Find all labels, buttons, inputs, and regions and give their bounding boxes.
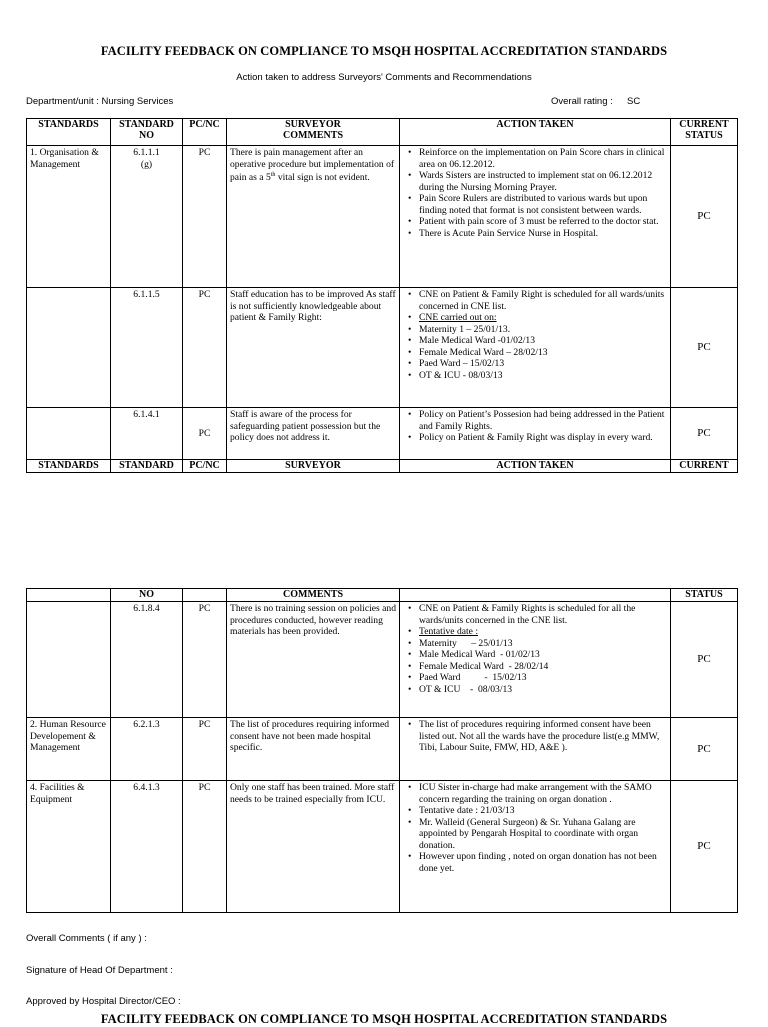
- action-item: • OT & ICU - 08/03/13: [419, 370, 667, 382]
- action-cell: [400, 408, 671, 460]
- header-standard: STANDARD: [111, 460, 183, 473]
- comment-cell: The list of procedures requiring informed consent have not been made hospital specific.: [227, 718, 400, 781]
- overall-rating-label: Overall rating :: [551, 96, 613, 107]
- action-cell: [400, 718, 671, 781]
- header-status: STATUS: [671, 589, 738, 602]
- compliance-table-2: [26, 588, 738, 913]
- overall-rating-value: SC: [627, 96, 641, 107]
- header-pcnc: PC/NC: [183, 119, 227, 146]
- header-action-taken: ACTION TAKEN: [400, 119, 671, 146]
- header-surveyor-comments: SURVEYOR COMMENTS: [227, 119, 400, 146]
- header-comments: COMMENTS: [227, 589, 400, 602]
- action-item: • CNE on Patient & Family Right is scheduled for all wards/units concerned in CNE list.: [419, 289, 667, 312]
- comment-cell: Only one staff has been trained. More staff needs to be trained especially from ICU.: [227, 781, 400, 913]
- pcnc-cell: PC: [183, 718, 227, 781]
- standard-no-cell: 6.1.1.1 (g): [111, 146, 183, 288]
- approved-label: Approved by Hospital Director/CEO :: [26, 996, 181, 1007]
- document-title-repeat: FACILITY FEEDBACK ON COMPLIANCE TO MSQH HOSPITAL ACCREDITATION STANDARDS: [100, 1012, 668, 1026]
- table-row: [27, 408, 738, 460]
- comment-cell: Staff education has to be improved As staff is not sufficiently knowledgeable about patient & Family Right:: [227, 288, 400, 408]
- action-item: • There is Acute Pain Service Nurse in Hospital.: [419, 228, 667, 240]
- status-cell: PC: [671, 288, 738, 408]
- action-item: • CNE on Patient & Family Rights is scheduled for all the wards/units concerned in the CNE list.: [419, 603, 667, 626]
- standard-cell: [27, 408, 111, 460]
- table-row: [27, 146, 738, 288]
- header-current-status: CURRENT STATUS: [671, 119, 738, 146]
- compliance-table-1: [26, 118, 738, 473]
- action-cell: [400, 288, 671, 408]
- header-surveyor: SURVEYOR: [227, 460, 400, 473]
- status-cell: PC: [671, 781, 738, 913]
- standard-no-cell: 6.4.1.3: [111, 781, 183, 913]
- action-item: • Wards Sisters are instructed to implement stat on 06.12.2012 during the Nursing Morning Prayer.: [419, 170, 667, 193]
- table-header-row-continued: [27, 589, 738, 602]
- standard-cell: [27, 288, 111, 408]
- action-item: • Tentative date :: [419, 626, 667, 638]
- action-item: • Male Medical Ward - 01/02/13: [419, 649, 667, 661]
- table-row: [27, 781, 738, 913]
- table-row: [27, 288, 738, 408]
- header-standards: STANDARDS: [27, 119, 111, 146]
- pcnc-cell: PC: [183, 408, 227, 460]
- document-subtitle: Action taken to address Surveyors' Comments and Recommendations: [236, 72, 532, 83]
- action-item: • Patient with pain score of 3 must be referred to the doctor stat.: [419, 216, 667, 228]
- action-item: • Maternity 1 – 25/01/13.: [419, 324, 667, 336]
- signature-label: Signature of Head Of Department :: [26, 965, 173, 976]
- overall-comments-label: Overall Comments ( if any ) :: [26, 933, 147, 944]
- status-cell: PC: [671, 602, 738, 718]
- header-blank: [400, 589, 671, 602]
- action-item: • Female Medical Ward - 28/02/14: [419, 661, 667, 673]
- pcnc-cell: PC: [183, 146, 227, 288]
- action-item: • Paed Ward – 15/02/13: [419, 358, 667, 370]
- header-no: NO: [111, 589, 183, 602]
- table-row: [27, 602, 738, 718]
- action-item: • OT & ICU - 08/03/13: [419, 684, 667, 696]
- header-blank: [183, 589, 227, 602]
- header-pcnc: PC/NC: [183, 460, 227, 473]
- pcnc-cell: PC: [183, 602, 227, 718]
- standard-cell: 4. Facilities & Equipment: [27, 781, 111, 913]
- header-standards: STANDARDS: [27, 460, 111, 473]
- pcnc-cell: PC: [183, 288, 227, 408]
- table-header-row: [27, 119, 738, 146]
- header-current: CURRENT: [671, 460, 738, 473]
- standard-no-cell: 6.1.4.1: [111, 408, 183, 460]
- header-action-taken: ACTION TAKEN: [400, 460, 671, 473]
- department-label: Department/unit : Nursing Services: [26, 96, 174, 107]
- header-standard-no: STANDARD NO: [111, 119, 183, 146]
- action-item: • Policy on Patient & Family Right was display in every ward.: [419, 432, 667, 444]
- action-item: • CNE carried out on:: [419, 312, 667, 324]
- standard-cell: [27, 602, 111, 718]
- standard-no-cell: 6.1.8.4: [111, 602, 183, 718]
- document-title: FACILITY FEEDBACK ON COMPLIANCE TO MSQH HOSPITAL ACCREDITATION STANDARDS: [100, 44, 668, 58]
- standard-cell: 1. Organisation & Management: [27, 146, 111, 288]
- action-item: • Policy on Patient’s Possesion had being addressed in the Patient and Family Rights.: [419, 409, 667, 432]
- action-cell: [400, 602, 671, 718]
- action-item: • Male Medical Ward -01/02/13: [419, 335, 667, 347]
- standard-no-cell: 6.1.1.5: [111, 288, 183, 408]
- action-cell: [400, 781, 671, 913]
- comment-cell: There is no training session on policies and procedures conducted, however reading materials has been provided.: [227, 602, 400, 718]
- action-item: • Paed Ward - 15/02/13: [419, 672, 667, 684]
- action-item: • Mr. Walleid (General Surgeon) & Sr. Yuhana Galang are appointed by Pengarah Hospital to coordinate with organ donation.: [419, 817, 667, 852]
- standard-cell: 2. Human Resource Developement & Management: [27, 718, 111, 781]
- action-item: • ICU Sister in-charge had make arrangement with the SAMO concern regarding the training on organ donation .: [419, 782, 667, 805]
- standard-no-cell: 6.2.1.3: [111, 718, 183, 781]
- action-cell: [400, 146, 671, 288]
- action-item: • Maternity – 25/01/13: [419, 638, 667, 650]
- comment-cell: Staff is aware of the process for safeguarding patient possession but the policy does not address it.: [227, 408, 400, 460]
- header-blank: [27, 589, 111, 602]
- action-item: • Reinforce on the implementation on Pain Score chars in clinical area on 06.12.2012.: [419, 147, 667, 170]
- status-cell: PC: [671, 718, 738, 781]
- action-item: • However upon finding , noted on organ donation has not been done yet.: [419, 851, 667, 874]
- action-item: • The list of procedures requiring informed consent have been listed out. Not all the wards have the procedure list(e.g MMW, Tibi, Labour Suite, FMW, HD, A&E ).: [419, 719, 667, 754]
- comment-cell: There is pain management after an operative procedure but implementation of pain as a 5th vital sign is not evident.: [227, 146, 400, 288]
- action-item: • Tentative date : 21/03/13: [419, 805, 667, 817]
- action-item: • Female Medical Ward – 28/02/13: [419, 347, 667, 359]
- pcnc-cell: PC: [183, 781, 227, 913]
- action-item: • Pain Score Rulers are distributed to various wards but upon finding noted that format is not consistent between wards.: [419, 193, 667, 216]
- table-header-row-repeat: [27, 460, 738, 473]
- table-row: [27, 718, 738, 781]
- status-cell: PC: [671, 408, 738, 460]
- status-cell: PC: [671, 146, 738, 288]
